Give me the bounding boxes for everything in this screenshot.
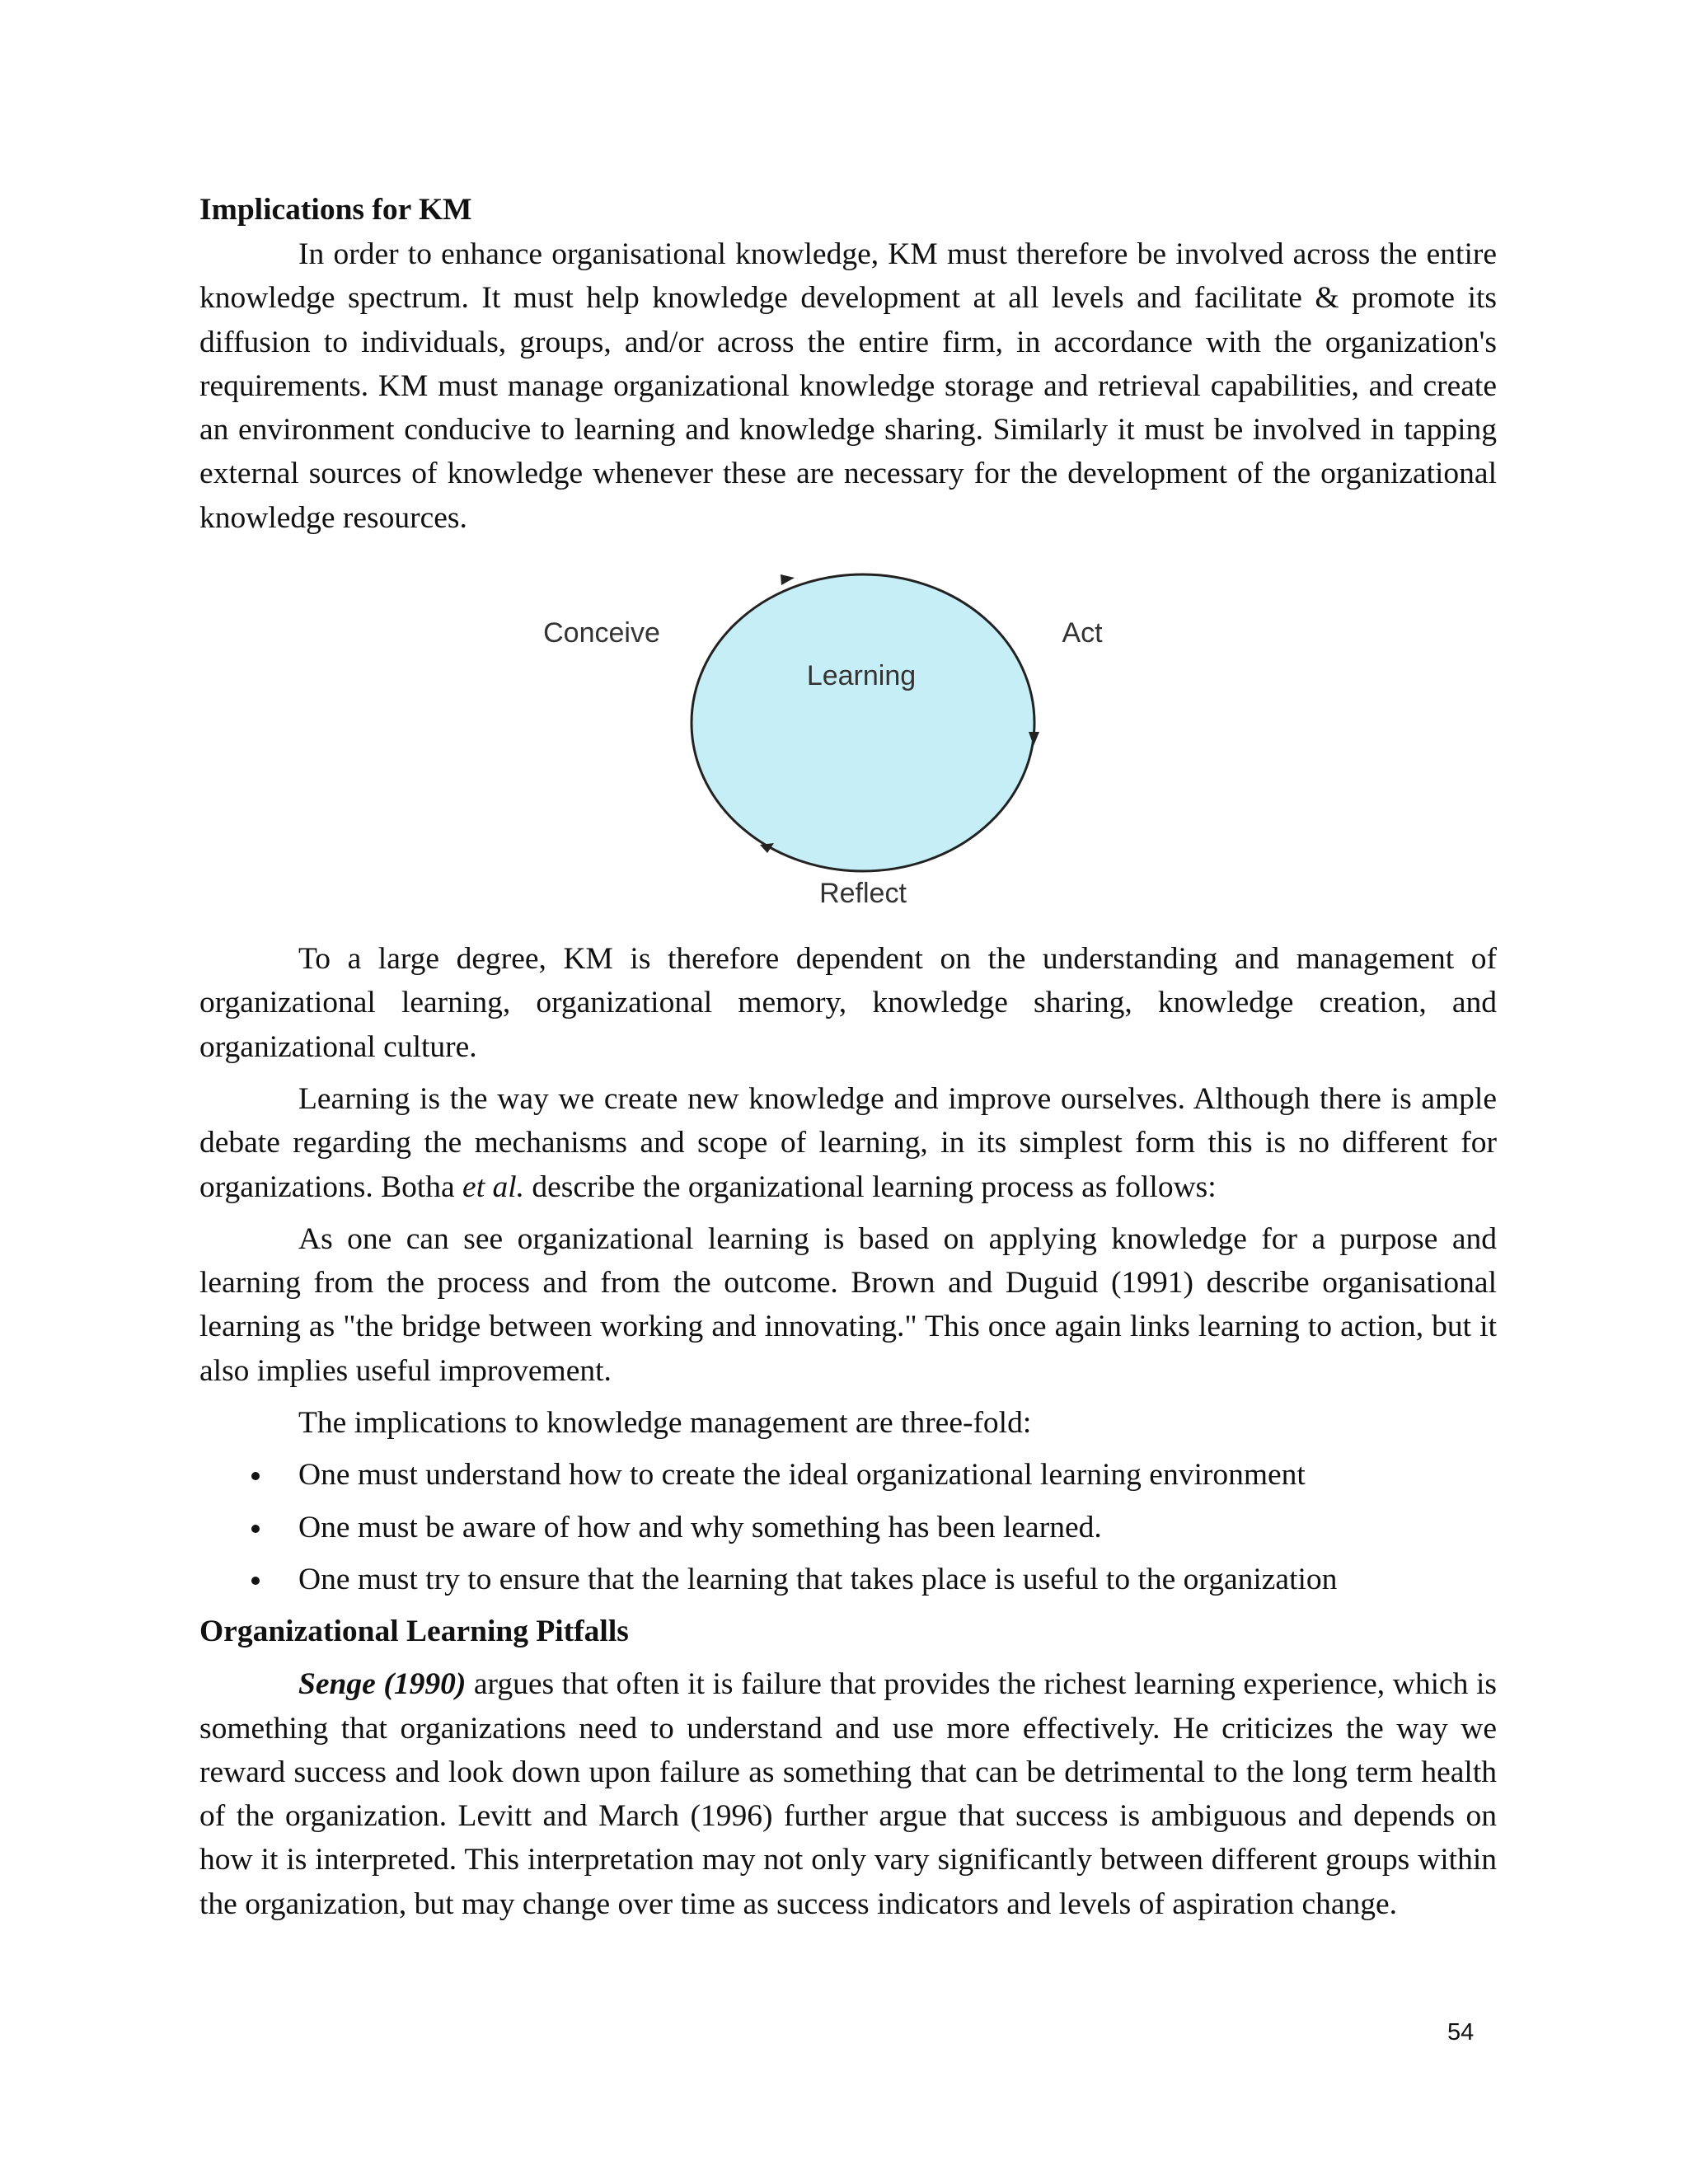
- page-number: 54: [1447, 2019, 1475, 2046]
- section-heading-pitfalls: Organizational Learning Pitfalls: [199, 1615, 629, 1649]
- page-content: [199, 188, 1497, 1926]
- section-heading-implications: Implications for KM: [199, 193, 472, 227]
- paragraph-brown-duguid: As one can see organizational learning is based on applying knowledge for a purpose and learning from the process and from the outcome. Brown and Duguid (1991) describe organisational learning as "the bridge between working and innovating." This once again links learning to action, but it also implies useful improvement.: [199, 1221, 1497, 1388]
- label-reflect: Reflect: [819, 878, 907, 910]
- paragraph-three-fold: The implications to knowledge management are three-fold:: [298, 1406, 1032, 1441]
- bullet-icon: [251, 1472, 260, 1480]
- implications-list: [199, 1453, 1497, 1601]
- paragraph-implications: In order to enhance organisational knowledge, KM must therefore be involved across the entire knowledge spectrum. It must help knowledge development at all levels and facilitate & promote its diffusion to individuals, groups, and/or across the entire firm, in accordance with the organization's requirements. KM must manage organizational knowledge storage and retrieval capabilities, and create an environment conducive to learning and knowledge sharing. Similarly it must be involved in tapping external sources of knowledge whenever these are necessary for the development of the organizational knowledge resources.: [199, 237, 1497, 535]
- list-item: One must understand how to create the ideal organizational learning environment: [199, 1453, 1497, 1497]
- bullet-icon: [251, 1525, 260, 1533]
- learning-circle: [692, 574, 1034, 871]
- citation-senge: Senge (1990): [298, 1667, 467, 1702]
- learning-cycle-diagram: [199, 540, 1497, 937]
- list-item: One must try to ensure that the learning that takes place is useful to the organization: [199, 1558, 1497, 1601]
- label-act: Act: [1062, 617, 1103, 649]
- label-learning: Learning: [806, 660, 917, 692]
- paragraph-dependency: To a large degree, KM is therefore dependent on the understanding and management of organizational learning, organizational memory, knowledge sharing, knowledge creation, and organizational culture.: [199, 942, 1497, 1064]
- label-conceive: Conceive: [543, 617, 660, 649]
- learning-cycle-figure: [199, 540, 1497, 937]
- paragraph-pitfalls-text: argues that often it is failure that provides the richest learning experience, which is something that organizations need to understand and use more effectively. He criticizes the way we reward success and look down upon failure as something that can be detrimental to the long term health of the organization. Levitt and March (1996) further argue that success is ambiguous and depends on how it is interpreted. This interpretation may not only vary significantly between different groups within the organization, but may change over time as success indicators and levels of aspiration change.: [199, 1667, 1497, 1921]
- arrow-top-icon: [781, 574, 795, 585]
- bullet-icon: [251, 1577, 260, 1585]
- paragraph-pitfalls: [199, 1662, 1497, 1926]
- paragraph-learning-end: describe the organizational learning process as follows:: [524, 1169, 1217, 1204]
- paragraph-learning-start: Learning is the way we create new knowledge and improve ourselves. Although there is ample debate regarding the mechanisms and scope of learning, in its simplest form this is no different for organizations. Botha: [199, 1081, 1497, 1204]
- paragraph-learning-etal: et al.: [462, 1169, 525, 1204]
- list-item: One must be aware of how and why something has been learned.: [199, 1506, 1497, 1549]
- paragraph-learning: [199, 1077, 1497, 1209]
